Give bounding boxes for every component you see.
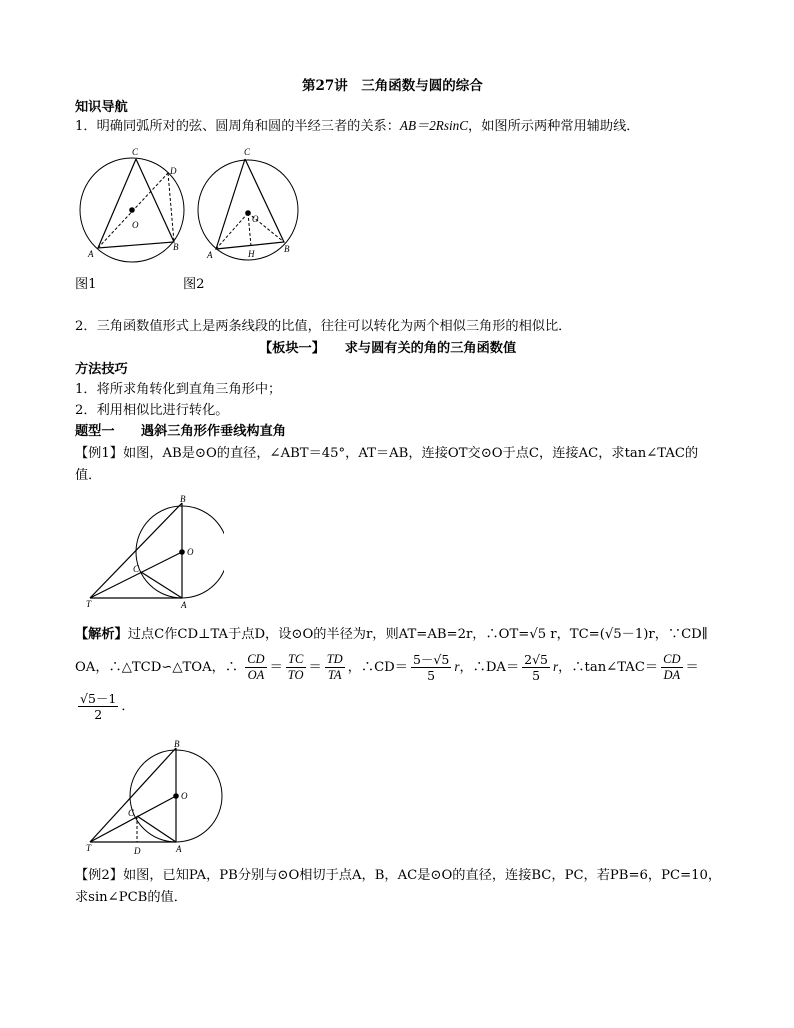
figure-4-solution-diagram: [84, 738, 224, 858]
equals-sign: ＝: [269, 660, 283, 675]
equals-sign: ＝: [685, 660, 699, 675]
fig1-label-b: B: [173, 242, 179, 252]
fraction-numerator: CD: [247, 652, 265, 666]
figure-2-caption: 图2: [183, 277, 205, 292]
solution-text-2b: ，∴CD＝: [347, 660, 408, 675]
solution-label: 【解析】: [75, 627, 128, 642]
fraction-denominator: OA: [247, 668, 265, 682]
solution-text-2a: OA，∴△TCD∽△TOA，∴: [75, 660, 239, 675]
solution-text-1: 过点C作CD⊥TA于点D，设⊙O的半径为r，则AT=AB=2r，∴OT=√5 r，TC=(√5－1)r，∵CD∥: [127, 627, 708, 642]
fraction-cd-da: [661, 652, 682, 683]
item-2: 2．三角函数值形式上是两条线段的比值，往往可以转化为两个相似三角形的相似比．: [75, 319, 572, 334]
fraction-denominator: TA: [327, 668, 342, 682]
fraction-tc-to: [286, 652, 306, 683]
example-2-line-2: 求sin∠PCB的值．: [75, 890, 187, 905]
fraction-numerator: CD: [663, 652, 681, 666]
fig2-label-b: B: [284, 244, 290, 254]
solution-line-3: [75, 690, 135, 724]
fig3-label-a: A: [181, 600, 187, 610]
figure-2-circle-diagram: [196, 146, 306, 264]
variable-r: r: [454, 659, 460, 674]
fig1-label-o: O: [132, 220, 139, 230]
fig1-label-a: A: [88, 249, 94, 259]
block-1-heading: 【板块一】 求与圆有关的角的三角函数值: [259, 341, 517, 356]
fraction-denominator: 2: [94, 707, 103, 722]
section-heading-nav: 知识导航: [75, 100, 128, 115]
method-item-1: 1．将所求角转化到直角三角形中；: [75, 382, 282, 397]
solution-text-2c: ，∴DA＝: [459, 660, 520, 675]
fig4-label-b: B: [174, 739, 180, 749]
fraction-td-ta: [325, 652, 345, 683]
solution-end: ．: [121, 699, 135, 714]
fig4-label-t: T: [86, 843, 92, 853]
example-1-line-2: 值．: [75, 468, 102, 483]
fraction-numerator: TD: [326, 652, 343, 666]
method-item-2: 2．利用相似比进行转化。: [75, 403, 229, 418]
fig1-label-c: C: [132, 147, 139, 157]
fraction-cd-value: [411, 652, 451, 683]
page-title: 第27讲 三角函数与圆的综合: [302, 78, 483, 94]
fraction-denominator: TO: [287, 668, 304, 682]
item-1-formula: AB＝2RsinC: [399, 118, 469, 133]
example-1-line-1: 【例1】如图，AB是⊙O的直径，∠ABT＝45°，AT＝AB，连接OT交⊙O于点C，连接AC，求tan∠TAC的: [75, 446, 699, 461]
fig2-label-h: H: [248, 249, 255, 259]
method-heading: 方法技巧: [75, 362, 128, 377]
item-1-suffix: ，如图所示两种常用辅助线．: [468, 119, 640, 134]
fig2-label-o: O: [252, 214, 259, 224]
fig2-label-c: C: [244, 147, 251, 157]
type-1-heading: 题型一 遇斜三角形作垂线构直角: [75, 424, 286, 439]
fig3-label-t: T: [86, 599, 92, 609]
solution-text-2d: ，∴tan∠TAC＝: [558, 660, 659, 675]
fig4-label-a: A: [176, 844, 182, 854]
fraction-numerator: 5－√5: [412, 652, 450, 667]
fig3-label-b: B: [180, 494, 186, 504]
fraction-da-value: [522, 652, 550, 683]
solution-line-1: [75, 626, 708, 643]
variable-r: r: [553, 659, 559, 674]
figure-3-tangent-diagram: [84, 492, 224, 610]
fraction-denominator: 5: [532, 668, 541, 683]
fig3-label-c: C: [133, 564, 140, 574]
figure-1-caption: 图1: [75, 277, 97, 292]
fig4-label-d: D: [134, 846, 141, 856]
example-2-line-1: 【例2】如图，已知PA，PB分别与⊙O相切于点A，B，AC是⊙O的直径，连接BC，PC，若PB=6，PC=10，: [75, 868, 722, 883]
equals-sign: ＝: [308, 660, 322, 675]
solution-line-2: [75, 650, 699, 685]
item-1-prefix: 1．明确同弧所对的弦、圆周角和圆的半经三者的关系：: [75, 119, 400, 134]
fig2-label-a: A: [207, 250, 213, 260]
fraction-result: [78, 691, 118, 722]
fraction-cd-oa: [245, 652, 266, 683]
fig4-label-o: O: [181, 791, 188, 801]
fraction-denominator: DA: [663, 668, 681, 682]
fraction-numerator: √5－1: [80, 691, 117, 706]
fraction-denominator: 5: [427, 668, 436, 683]
fig4-label-c: C: [128, 808, 135, 818]
fig3-label-o: O: [187, 547, 194, 557]
fig1-label-d: D: [170, 166, 177, 176]
figure-1-circle-diagram: [76, 146, 191, 264]
fraction-numerator: TC: [286, 652, 306, 668]
fraction-numerator: 2√5: [524, 652, 549, 667]
item-1: [75, 117, 639, 135]
